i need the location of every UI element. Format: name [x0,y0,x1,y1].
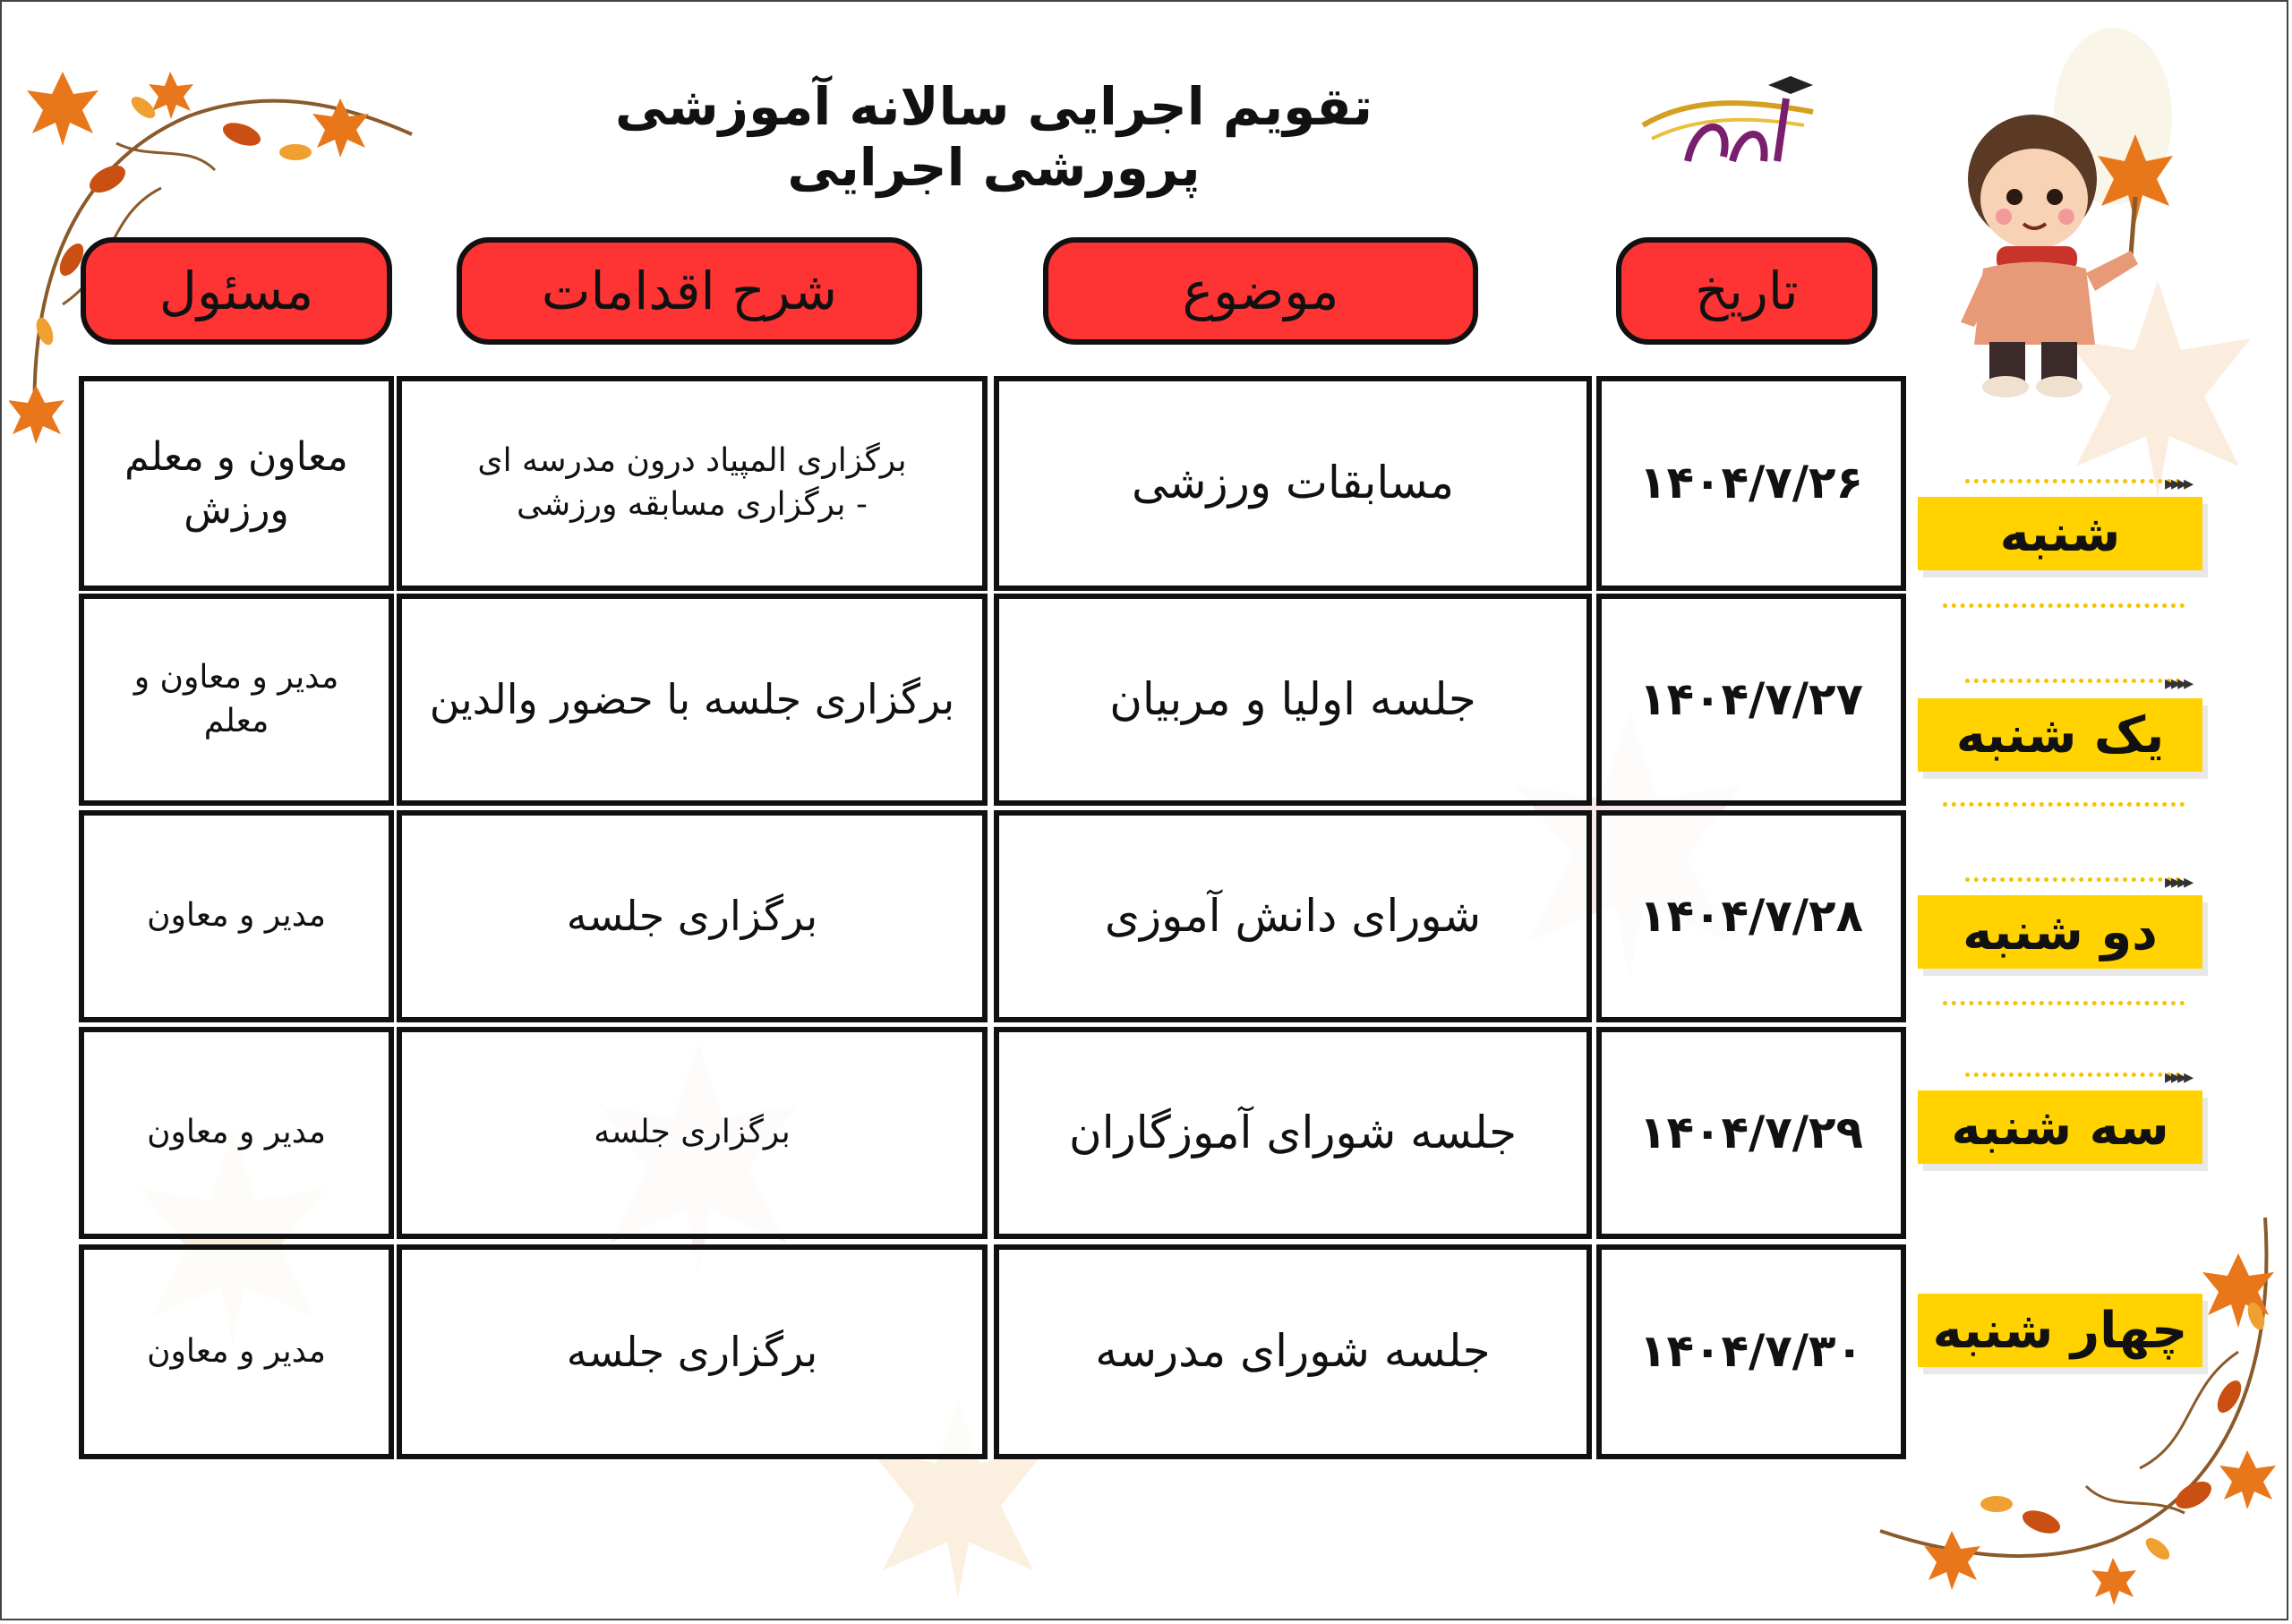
arrow-decoration-icon: ▸▸▸▸ [2165,672,2191,695]
actions-cell: برگزاری جلسه با حضور والدین [397,594,988,806]
header-actions: شرح اقدامات [457,237,922,345]
actions-cell: برگزاری جلسه [397,1027,988,1239]
actions-cell: برگزاری المپیاد درون مدرسه ای - برگزاری مسابقه ورزشی [397,376,988,591]
autumn-corner-ornament-icon [1862,1200,2283,1616]
topic-cell: جلسه اولیا و مربیان [994,594,1592,806]
responsible-cell: مدیر و معاون [79,1244,394,1459]
day-decoration [1943,1001,2185,1009]
responsible-cell: مدیر و معاون [79,1027,394,1239]
arrow-decoration-icon: ▸▸▸▸ [2165,1066,2191,1089]
day-decoration [1965,1073,2180,1081]
actions-cell: برگزاری جلسه [397,810,988,1022]
header-topic: موضوع [1043,237,1478,345]
responsible-cell: مدیر و معاون [79,810,394,1022]
day-decoration [1965,679,2180,687]
topic-cell: جلسه شورای آموزگاران [994,1027,1592,1239]
school-logo-icon [1634,63,1822,179]
topic-cell: شورای دانش آموزی [994,810,1592,1022]
day-label-monday: دو شنبه [1918,895,2202,969]
date-cell: ۱۴۰۴/۷/۲۷ [1596,594,1906,806]
date-cell: ۱۴۰۴/۷/۲۹ [1596,1027,1906,1239]
date-cell: ۱۴۰۴/۷/۲۶ [1596,376,1906,591]
day-decoration [1943,603,2185,611]
header-date: تاریخ [1616,237,1877,345]
header-responsible: مسئول [81,237,392,345]
day-decoration [1965,479,2180,487]
arrow-decoration-icon: ▸▸▸▸ [2165,473,2191,495]
day-label-sunday: یک شنبه [1918,698,2202,772]
child-with-leaf-illustration-icon [1934,98,2202,403]
arrow-decoration-icon: ▸▸▸▸ [2165,871,2191,893]
date-cell: ۱۴۰۴/۷/۳۰ [1596,1244,1906,1459]
day-decoration [1943,802,2185,810]
responsible-cell: معاون و معلم ورزش [79,376,394,591]
day-decoration [1965,877,2180,885]
topic-cell: جلسه شورای مدرسه [994,1244,1592,1459]
page-title: تقویم اجرایی سالانه آموزشی پرورشی اجرایی [614,76,1373,198]
actions-cell: برگزاری جلسه [397,1244,988,1459]
day-label-saturday: شنبه [1918,497,2202,570]
day-label-wednesday: چهار شنبه [1918,1294,2202,1367]
responsible-cell: مدیر و معاون و معلم [79,594,394,806]
day-label-tuesday: سه شنبه [1918,1090,2202,1164]
topic-cell: مسابقات ورزشی [994,376,1592,591]
date-cell: ۱۴۰۴/۷/۲۸ [1596,810,1906,1022]
